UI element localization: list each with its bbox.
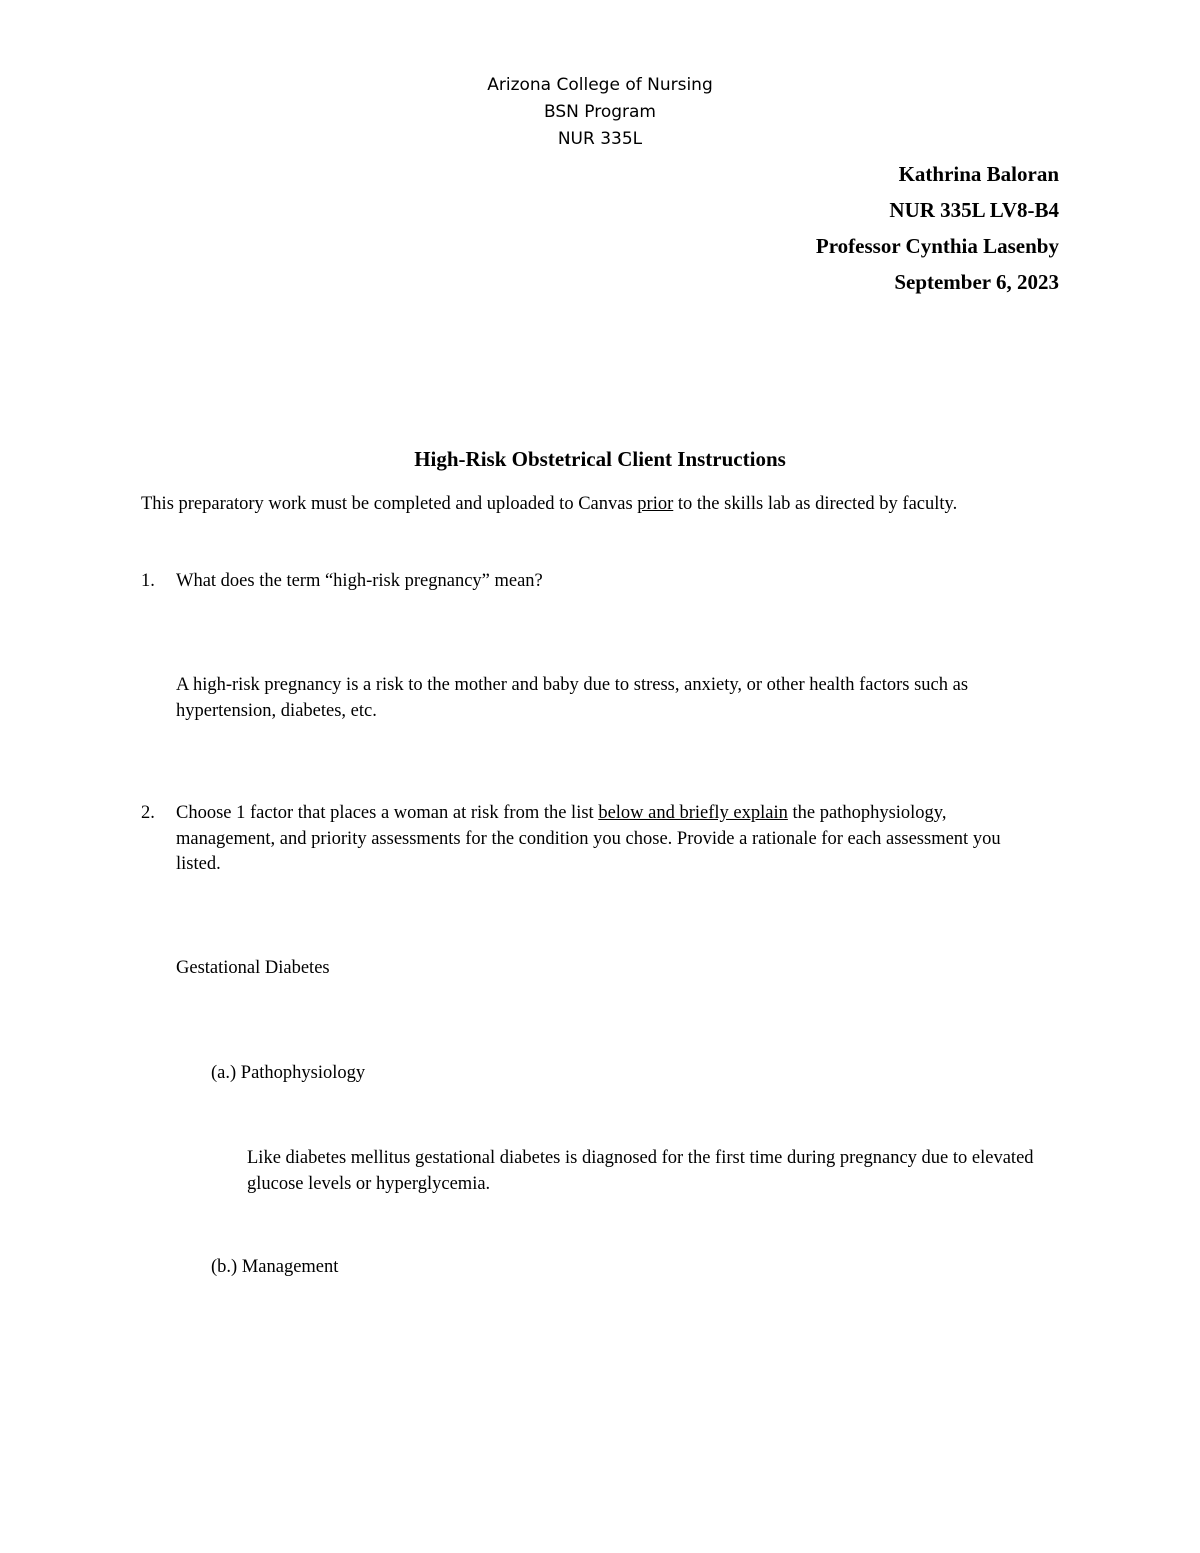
question-1-answer: A high-risk pregnancy is a risk to the mother and baby due to stress, anxiety, or other health factors such as hypertension, diabetes, etc.	[176, 675, 969, 721]
intro-text-end: to the skills lab as directed by faculty.	[673, 494, 958, 514]
question-2-text-start: Choose 1 factor that places a woman at risk from the list	[176, 803, 599, 823]
course-section: NUR 335L LV8-B4	[889, 198, 1059, 222]
question-2-text	[176, 801, 1011, 878]
header-program: BSN Program	[543, 102, 656, 122]
intro-paragraph	[141, 492, 1041, 518]
header-course: NUR 335L	[557, 129, 643, 149]
chosen-condition: Gestational Diabetes	[176, 958, 330, 978]
header-college: Arizona College of Nursing	[487, 75, 713, 95]
question-2-underlined-text: below and briefly explain	[598, 803, 788, 823]
student-name: Kathrina Baloran	[898, 162, 1059, 186]
intro-underlined-text: prior	[637, 494, 674, 514]
question-1-number: 1.	[141, 571, 155, 591]
intro-text-start: This preparatory work must be completed and uploaded to Canvas	[141, 494, 638, 514]
part-a-answer: Like diabetes mellitus gestational diabetes is diagnosed for the first time during pregnancy due to elevated glucose levels or hyperglycemia.	[247, 1148, 1034, 1194]
question-2-text-end: the pathophysiology, management, and priority assessments for the condition you chose. Provide a rationale for each assessment you listed.	[176, 803, 1001, 874]
professor-name: Professor Cynthia Lasenby	[815, 234, 1059, 258]
question-1-text: What does the term “high-risk pregnancy” mean?	[176, 571, 543, 591]
part-a-label: (a.) Pathophysiology	[211, 1063, 366, 1083]
document-title: High-Risk Obstetrical Client Instructions	[414, 447, 786, 471]
part-b-label: (b.) Management	[211, 1257, 339, 1277]
question-2-number: 2.	[141, 803, 155, 823]
submission-date: September 6, 2023	[894, 270, 1059, 294]
